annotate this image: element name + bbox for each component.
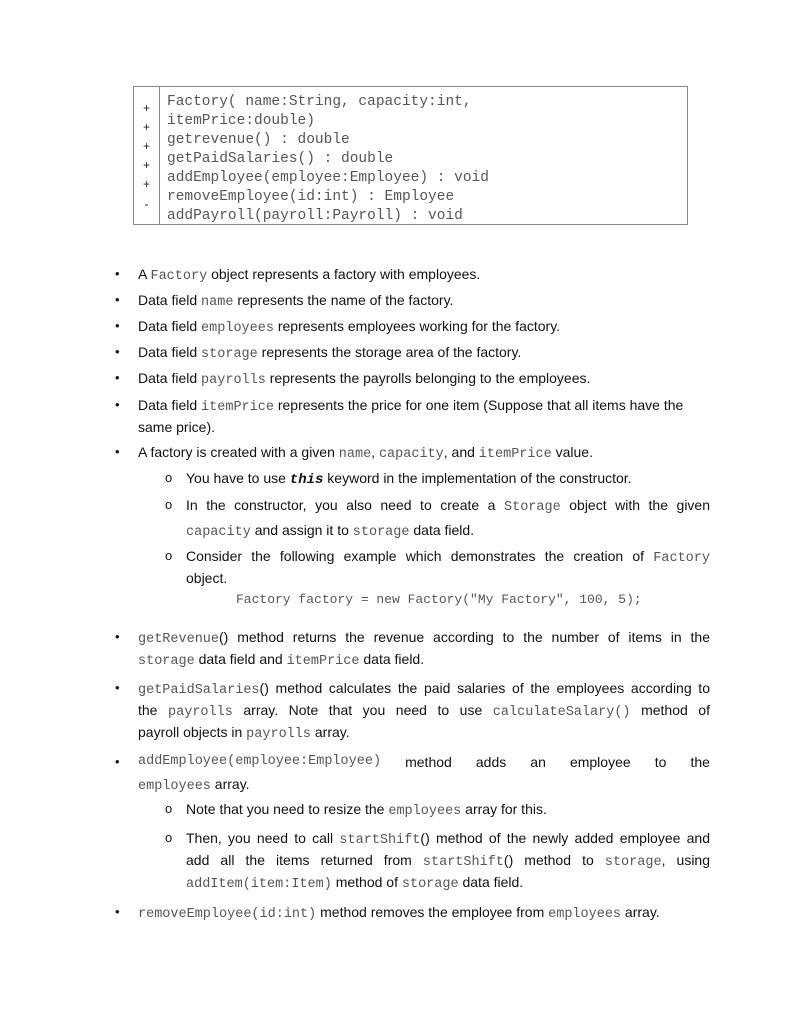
sub-start-shift-cont2: addItem(item:Item) method of storage data field.: [186, 874, 524, 892]
sub-bullet-glyph: o: [165, 830, 173, 845]
uml-method-table: [133, 86, 688, 225]
method-signature: removeEmployee(id:int) : Employee: [167, 189, 455, 205]
sub-resize-array: Note that you need to resize the employees array for this.: [186, 801, 547, 819]
bullet-employees-field: Data field employees represents employees working for the factory.: [138, 318, 561, 336]
visibility-marker: +: [142, 101, 150, 115]
bullet-glyph: •: [115, 397, 120, 412]
bullet-glyph: •: [115, 680, 120, 695]
sub-example-intro: Consider the following example which demonstrates the creation of Factory: [186, 548, 710, 566]
visibility-marker: +: [142, 139, 150, 153]
sub-start-shift-cont: add all the items returned from startShift() method to storage, using: [186, 852, 710, 870]
sub-example-intro-cont: object.: [186, 570, 228, 586]
method-list: [167, 93, 489, 226]
bullet-storage-field: Data field storage represents the storage area of the factory.: [138, 344, 522, 362]
visibility-marker: +: [142, 158, 150, 172]
bullet-factory-constructor: A factory is created with a given name, capacity, and itemPrice value.: [138, 444, 593, 462]
sub-bullet-glyph: o: [165, 548, 173, 563]
bullet-getpaidsalaries: getPaidSalaries() method calculates the paid salaries of the employees according to: [138, 680, 710, 698]
sub-this-keyword: You have to use this keyword in the implementation of the constructor.: [186, 470, 632, 488]
visibility-column: [134, 87, 160, 224]
bullet-glyph: •: [115, 629, 120, 644]
bullet-glyph: •: [115, 904, 120, 919]
method-signature: itemPrice:double): [167, 113, 315, 129]
bullet-name-field: Data field name represents the name of the factory.: [138, 292, 454, 310]
bullet-glyph: •: [115, 318, 120, 333]
bullet-removeemployee: removeEmployee(id:int) method removes the employee from employees array.: [138, 904, 660, 922]
bullet-glyph: •: [115, 344, 120, 359]
bullet-addemployee-cont: employees array.: [138, 776, 250, 794]
bullet-itemprice-field: Data field itemPrice represents the price for one item (Suppose that all items have the: [138, 397, 684, 415]
bullet-addemployee: addEmployee(employee:Employee) method adds an employee to the: [138, 754, 710, 770]
bullet-getrevenue-cont: storage data field and itemPrice data field.: [138, 651, 425, 669]
sub-bullet-glyph: o: [165, 497, 173, 512]
method-signature: addEmployee(employee:Employee) : void: [167, 170, 489, 186]
bullet-getpaidsalaries-cont: the payrolls array. Note that you need to use calculateSalary() method of: [138, 702, 710, 720]
sub-start-shift: Then, you need to call startShift() method of the newly added employee and: [186, 830, 711, 848]
bullet-itemprice-field-cont: same price).: [138, 419, 216, 435]
bullet-factory-object: A Factory object represents a factory with employees.: [138, 266, 481, 284]
bullet-glyph: •: [115, 444, 120, 459]
bullet-glyph: •: [115, 292, 120, 307]
code-example: Factory factory = new Factory("My Factory", 100, 5);: [236, 592, 642, 607]
bullet-getpaidsalaries-cont2: payroll objects in payrolls array.: [138, 724, 350, 742]
bullet-glyph: •: [115, 266, 120, 281]
sub-create-storage: In the constructor, you also need to create a Storage object with the given: [186, 497, 711, 515]
sub-create-storage-cont: capacity and assign it to storage data field.: [186, 522, 475, 540]
visibility-marker: -: [144, 197, 149, 211]
method-signature: getPaidSalaries() : double: [167, 151, 394, 167]
bullet-getrevenue: getRevenue() method returns the revenue according to the number of items in the: [138, 629, 710, 647]
visibility-marker: +: [142, 120, 150, 134]
method-signature: getrevenue() : double: [167, 132, 350, 148]
visibility-marker: +: [142, 177, 150, 191]
method-signature: addPayroll(payroll:Payroll) : void: [167, 208, 463, 224]
bullet-payrolls-field: Data field payrolls represents the payrolls belonging to the employees.: [138, 370, 591, 388]
sub-bullet-glyph: o: [165, 801, 173, 816]
bullet-glyph: •: [115, 754, 120, 769]
bullet-glyph: •: [115, 370, 120, 385]
sub-bullet-glyph: o: [165, 470, 173, 485]
method-signature: Factory( name:String, capacity:int,: [167, 94, 472, 110]
